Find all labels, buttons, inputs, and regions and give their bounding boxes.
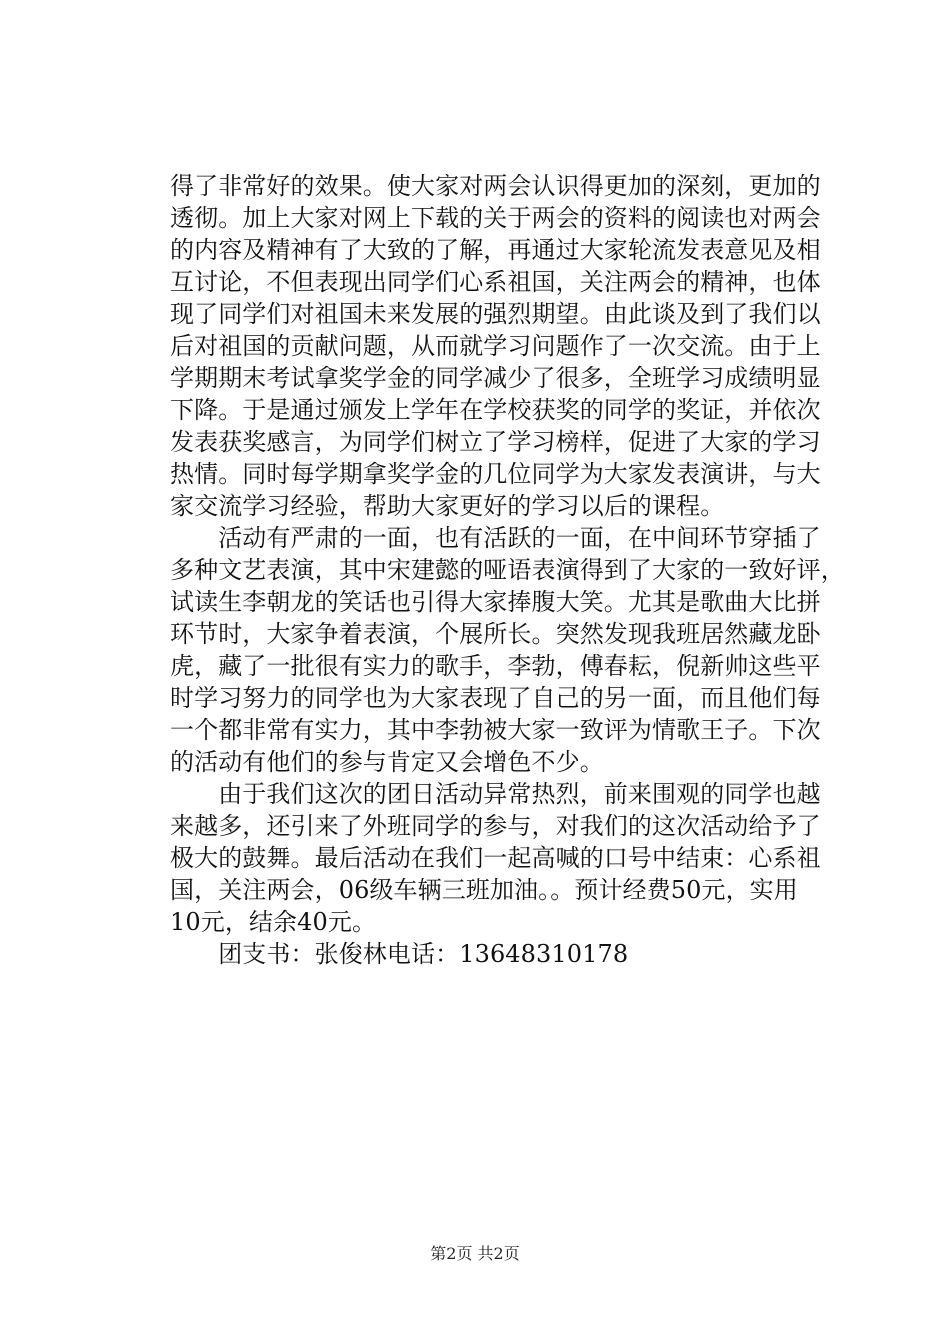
text-line: 透彻。加上大家对网上下载的关于两会的资料的阅读也对两会: [170, 204, 821, 232]
text-line: 互讨论，不但表现出同学们心系祖国，关注两会的精神，也体: [170, 268, 821, 296]
text-line: 得了非常好的效果。使大家对两会认识得更加的深刻，更加的: [170, 172, 821, 200]
signature-line: 团支书：张俊林电话：13648310178: [170, 940, 629, 968]
text-line: 后对祖国的贡献问题，从而就学习问题作了一次交流。由于上: [170, 332, 821, 360]
text-line: 下降。于是通过颁发上学年在学校获奖的同学的奖证，并依次: [170, 396, 821, 424]
document-body: [170, 170, 845, 970]
text-line: 极大的鼓舞。最后活动在我们一起高喊的口号中结束：心系祖: [170, 844, 821, 872]
text-line: 热情。同时每学期拿奖学金的几位同学为大家发表演讲，与大: [170, 460, 821, 488]
text-line: 现了同学们对祖国未来发展的强烈期望。由此谈及到了我们以: [170, 300, 821, 328]
text-line: 的内容及精神有了大致的了解，再通过大家轮流发表意见及相: [170, 236, 821, 264]
text-line: 一个都非常有实力，其中李勃被大家一致评为情歌王子。下次: [170, 716, 821, 744]
text-line: 活动有严肃的一面，也有活跃的一面，在中间环节穿插了: [170, 524, 821, 552]
text-line: 发表获奖感言，为同学们树立了学习榜样，促进了大家的学习: [170, 428, 821, 456]
text-line: 国，关注两会，06级车辆三班加油。。预计经费50元，实用: [170, 876, 798, 904]
text-line: 10元，结余40元。: [170, 908, 377, 936]
text-line: 学期期末考试拿奖学金的同学减少了很多，全班学习成绩明显: [170, 364, 821, 392]
text-line: 时学习努力的同学也为大家表现了自己的另一面，而且他们每: [170, 684, 821, 712]
text-line: 多种文艺表演，其中宋建懿的哑语表演得到了大家的一致好评，: [170, 556, 845, 584]
text-line: 虎，藏了一批很有实力的歌手，李勃，傅春耘，倪新帅这些平: [170, 652, 821, 680]
text-line: 环节时，大家争着表演，个展所长。突然发现我班居然藏龙卧: [170, 620, 821, 648]
text-line: 来越多，还引来了外班同学的参与，对我们的这次活动给予了: [170, 812, 821, 840]
text-line: 试读生李朝龙的笑话也引得大家捧腹大笑。尤其是歌曲大比拼: [170, 588, 821, 616]
text-line: 由于我们这次的团日活动异常热烈，前来围观的同学也越: [170, 780, 821, 808]
text-line: 的活动有他们的参与肯定又会增色不少。: [170, 748, 604, 776]
page-number-footer: 第2页 共2页: [430, 1244, 520, 1263]
text-line: 家交流学习经验，帮助大家更好的学习以后的课程。: [170, 492, 725, 520]
